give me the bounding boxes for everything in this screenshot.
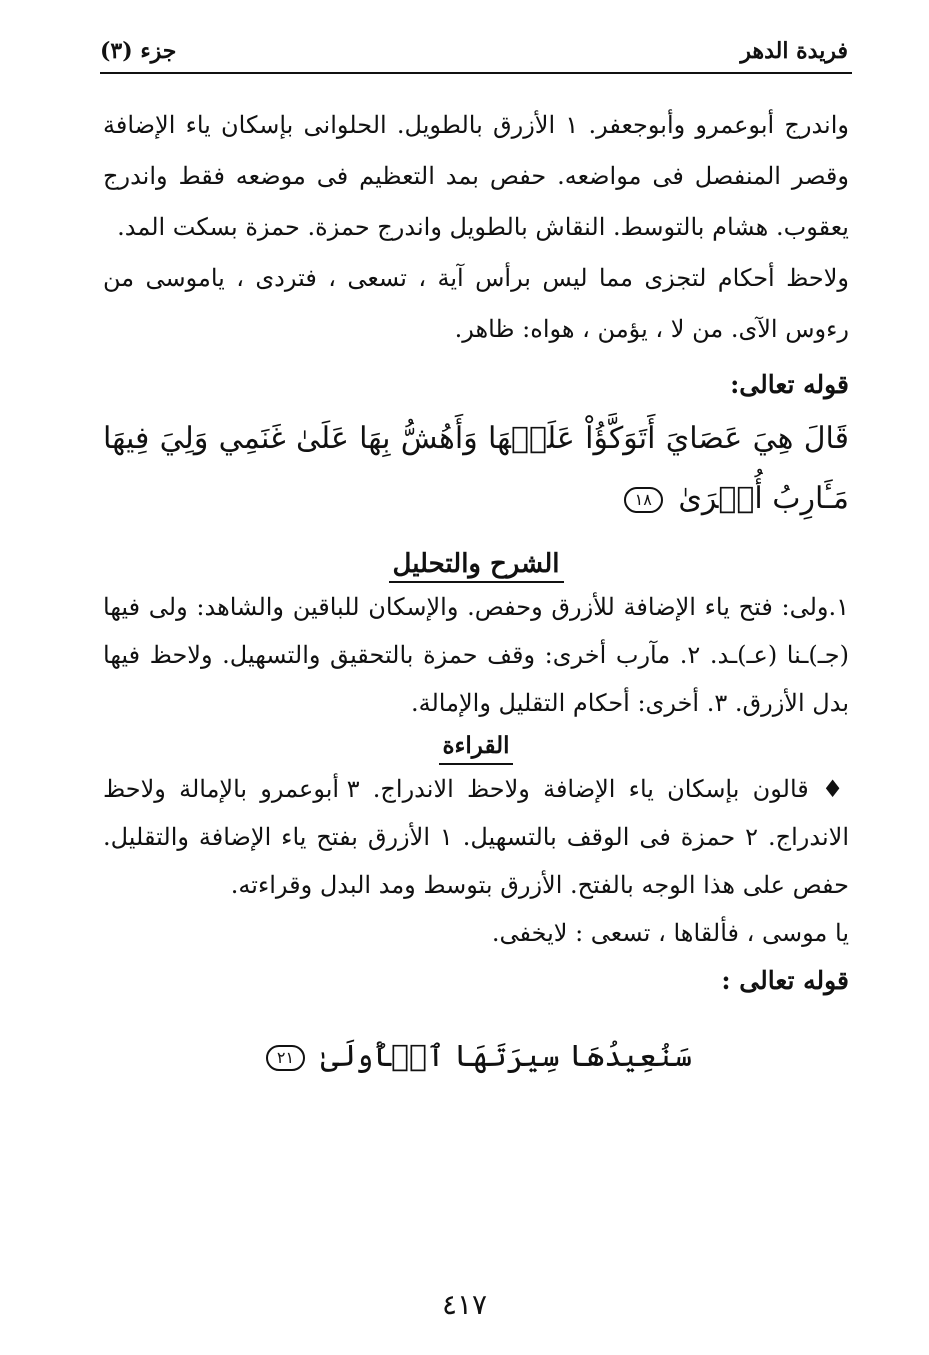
paragraph-recitation-notes: واندرج أبوعمرو وأبوجعفر. ١ الأزرق بالطويل. الحلوانى بإسكان ياء الإضافة وقصر المنفصل فى مواضعه. حفص بمد التعظيم فى موضعه فقط واندرج يعقوب. هشام بالتوسط. النقاش بالطويل واندرج حمزة. حمزة بسكت المد. [103, 111, 849, 241]
section-title: الشرح والتحليل [389, 547, 564, 583]
quran-verse-21 [103, 1025, 849, 1089]
paragraph-note: يا موسى ، فألقاها ، تسعى : لايخفى. [491, 919, 849, 947]
book-title: فريدة الدهر [740, 38, 848, 64]
quran-verse-18 [103, 409, 849, 529]
part-number: جزء (٣) [100, 38, 177, 64]
page-body [103, 100, 849, 1119]
paragraph-taqlil-notes: ولاحظ أحكام لتجزى مما ليس برأس آية ، تسعى ، فتردى ، ياموسى من رءوس الآى. من لا ، يؤمن ، هواه: ظاهر. [103, 264, 849, 343]
running-header [100, 30, 852, 74]
section-heading-explanation [103, 547, 849, 583]
verse-intro-label: قوله تعالى : [721, 966, 849, 995]
verse-text: سَنُعِيدُهَا سِيرَتَهَا ٱلۡأُولَىٰ [320, 1039, 693, 1074]
aya-number-marker: ٢١ [266, 1045, 305, 1071]
aya-number-marker: ١٨ [624, 487, 663, 513]
section-heading-reading [103, 729, 849, 765]
section-title: القراءة [439, 729, 514, 765]
verse-text: قَالَ هِيَ عَصَايَ أَتَوَكَّؤُاْ عَلَيۡهَا وَأَهُشُّ بِهَا عَلَىٰ غَنَمِي وَلِيَ فِيهَا مَـَٔارِبُ أُخۡرَىٰ [103, 421, 849, 516]
paragraph-explanation: ١.ولى: فتح ياء الإضافة للأزرق وحفص. والإسكان للباقين والشاهد: ولى فيها (جـ)ـنا (عـ)ـد. ٢. مآرب أخرى: وقف حمزة بالتحقيق والتسهيل. ولاحظ فيها بدل الأزرق. ٣. أخرى: أحكام التقليل والإمالة. [103, 593, 849, 717]
paragraph-reading: ♦ قالون بإسكان ياء الإضافة ولاحظ الاندراج. ٣ أبوعمرو بالإمالة ولاحظ الاندراج. ٢ حمزة فى الوقف بالتسهيل. ١ الأزرق بفتح ياء الإضافة والتقليل. حفص على هذا الوجه بالفتح. الأزرق بتوسط ومد البدل وقراءته. [103, 775, 849, 899]
verse-intro-label: قوله تعالى: [730, 370, 849, 399]
page-number: ٤١٧ [441, 1288, 488, 1321]
